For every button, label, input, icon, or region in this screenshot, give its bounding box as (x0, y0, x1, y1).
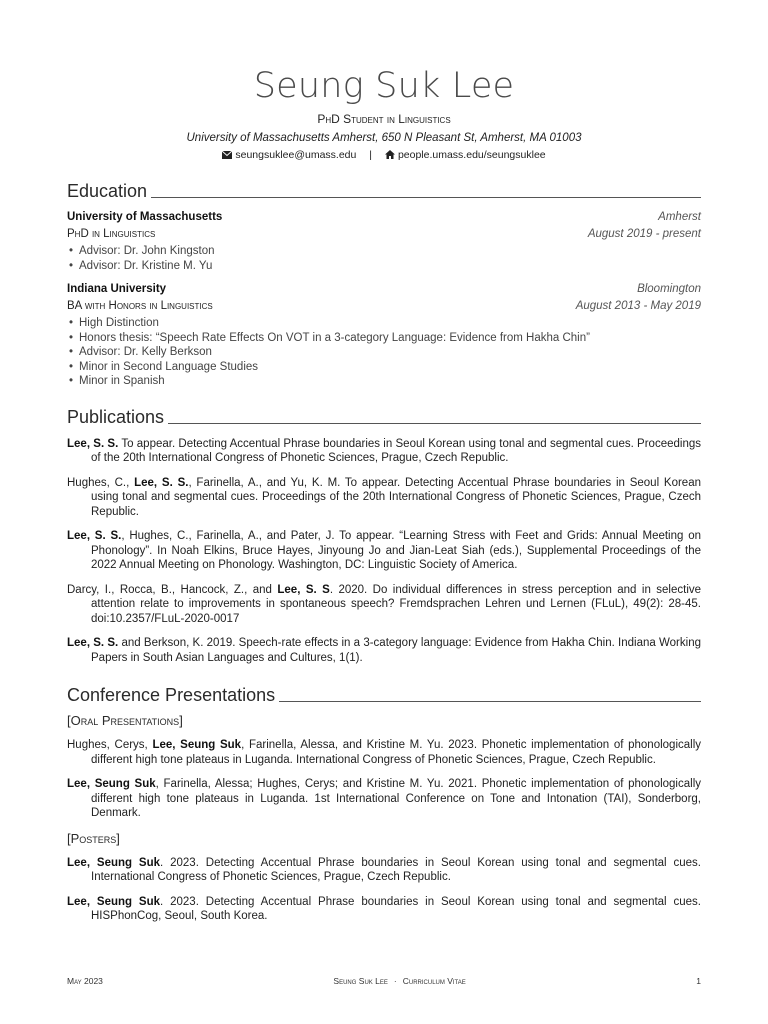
contact-line (67, 149, 701, 161)
education-list (67, 209, 701, 389)
conferences-heading (67, 685, 701, 705)
contact-separator: | (369, 149, 373, 161)
degree: BA with Honors in Linguistics (67, 300, 213, 312)
citation-pre: Hughes, C., (67, 476, 135, 489)
education-entry (67, 209, 701, 273)
page-number: 1 (696, 976, 701, 986)
citation-body: , Hughes, C., Farinella, A., and Pater, J. To appear. “Learning Stress with Feet and Grids: Annual Meeting on Phonology”. In Noah Elkins, Bruce Hayes, Jinyoung Jo and Jian-Leat Siah (eds.), Supplemental Proceedings of the 2022 Annual Meeting on Phonology. Washington, DC: Linguistic Society of America. (91, 530, 701, 571)
citation-body: and Berkson, K. 2019. Speech-rate effects in a 3-category language: Evidence from Hakha Chin. Indiana Working Papers in South Asian Languages and Cultures, 1(1). (91, 637, 701, 664)
page-footer (67, 976, 701, 986)
education-heading (67, 181, 701, 201)
page-title: Seung Suk Lee (253, 66, 515, 106)
citation-item (67, 777, 701, 821)
citation-item (67, 636, 701, 665)
section-rule (279, 701, 701, 702)
citation-body: . 2020. Do individual differences in stress perception and in selective attention relate to improvements in spontaneous speech? Fremdsprachen Lehren und Lernen (FLuL), 49(2): 28-45. doi:10.2357/FLuL-2020-0017 (91, 583, 702, 625)
list-item: • Minor in Spanish (69, 374, 701, 389)
list-item: • Advisor: Dr. Kelly Berkson (69, 345, 701, 360)
citation-body: . 2023. Detecting Accentual Phrase boundaries in Seoul Korean using tonal and segmental cues. HISPhonCog, Seoul, South Korea. (91, 895, 701, 922)
citation-item (67, 856, 701, 885)
dates: August 2019 - present (587, 228, 701, 240)
citation-body: , Farinella, Alessa, and Kristine M. Yu. 2023. Phonetic implementation of phonologically different high tone plateaus in Luganda. International Congress of Phonetic Sciences, Prague, Czech Republic. (91, 739, 702, 766)
section-rule (168, 423, 701, 424)
citation-pre: Darcy, I., Rocca, B., Hancock, Z., and (67, 583, 278, 596)
publications-heading (67, 407, 701, 427)
degree: PhD in Linguistics (67, 228, 156, 240)
section-title: Education (67, 181, 148, 201)
citation-author: Lee, S. S. (67, 637, 119, 649)
education-row (67, 281, 701, 298)
citation-body: , Farinella, A., and Yu, K. M. To appear. Detecting Accentual Phrase boundaries in Seoul Korean using tonal and segmental cues. Proceedings of the 20th International Congress of Phonetic Sciences, Prague, Czech Republic. (91, 476, 701, 518)
location: Amherst (658, 211, 701, 223)
oral-presentations-list (67, 738, 701, 821)
institution: University of Massachusetts (67, 211, 223, 223)
address: University of Massachusetts Amherst, 650 N Pleasant St, Amherst, MA 01003 (186, 132, 582, 144)
citation-body: To appear. Detecting Accentual Phrase boundaries in Seoul Korean using tonal and segmental cues. Proceedings of the 20th International Congress of Phonetic Sciences, Prague, Czech Republic. (91, 437, 701, 464)
institution: Indiana University (67, 283, 167, 295)
citation-author: Lee, S. S (277, 583, 330, 596)
location: Bloomington (637, 283, 701, 295)
list-item: • Honors thesis: “Speech Rate Effects On VOT in a 3-category Language: Evidence from Hakha Chin” (69, 331, 701, 346)
list-item: • Advisor: Dr. Kristine M. Yu (69, 259, 701, 274)
education-row (67, 298, 701, 315)
citation-author: Lee, S. S. (67, 437, 119, 450)
dates: August 2013 - May 2019 (575, 300, 701, 312)
section-title: Conference Presentations (67, 685, 276, 705)
posters-heading: [Posters] (67, 830, 120, 846)
education-bullets (67, 244, 701, 273)
oral-presentations-heading: [Oral Presentations] (67, 713, 183, 728)
list-item: • Advisor: Dr. John Kingston (69, 244, 701, 259)
citation-pre: Hughes, Cerys, (67, 739, 153, 751)
education-row (67, 209, 701, 226)
citation-item (67, 437, 701, 466)
citation-item (67, 895, 701, 924)
citation-body: . 2023. Detecting Accentual Phrase boundaries in Seoul Korean using tonal and segmental cues. International Congress of Phonetic Sciences, Prague, Czech Republic. (91, 856, 701, 883)
section-title: Publications (67, 406, 165, 427)
cv-page (67, 0, 701, 924)
section-rule (151, 197, 701, 198)
envelope-icon (222, 149, 235, 161)
citation-item (67, 583, 701, 627)
citation-author: Lee, Seung Suk (67, 895, 161, 908)
list-item: • High Distinction (69, 316, 701, 331)
subtitle: PhD Student in Linguistics (317, 112, 451, 126)
list-item: • Minor in Second Language Studies (69, 360, 701, 375)
citation-author: Lee, Seung Suk (67, 778, 156, 790)
citation-item (67, 738, 701, 767)
citation-body: , Farinella, Alessa; Hughes, Cerys; and Kristine M. Yu. 2021. Phonetic implementation of phonologically different high tone plateaus in Luganda. 1st International Conference on Tone and Intonation (TAI), Sonderborg, Denmark. (91, 778, 701, 819)
citation-author: Lee, S. S. (134, 476, 189, 489)
education-entry (67, 281, 701, 389)
citation-author: Lee, Seung Suk (67, 856, 161, 869)
citation-item (67, 529, 701, 573)
publications-list (67, 437, 701, 666)
education-bullets (67, 316, 701, 389)
education-row (67, 226, 701, 243)
citation-author: Lee, Seung Suk (152, 739, 242, 751)
posters-list (67, 856, 701, 924)
website-link[interactable]: people.umass.edu/seungsuklee (397, 149, 546, 161)
citation-item (67, 476, 701, 520)
footer-date: May 2023 (67, 976, 103, 986)
footer-center: Seung Suk Lee · Curriculum Vitae (333, 976, 466, 986)
email-link[interactable]: seungsuklee@umass.edu (235, 149, 357, 161)
citation-author: Lee, S. S. (67, 530, 122, 542)
home-icon (385, 149, 398, 161)
